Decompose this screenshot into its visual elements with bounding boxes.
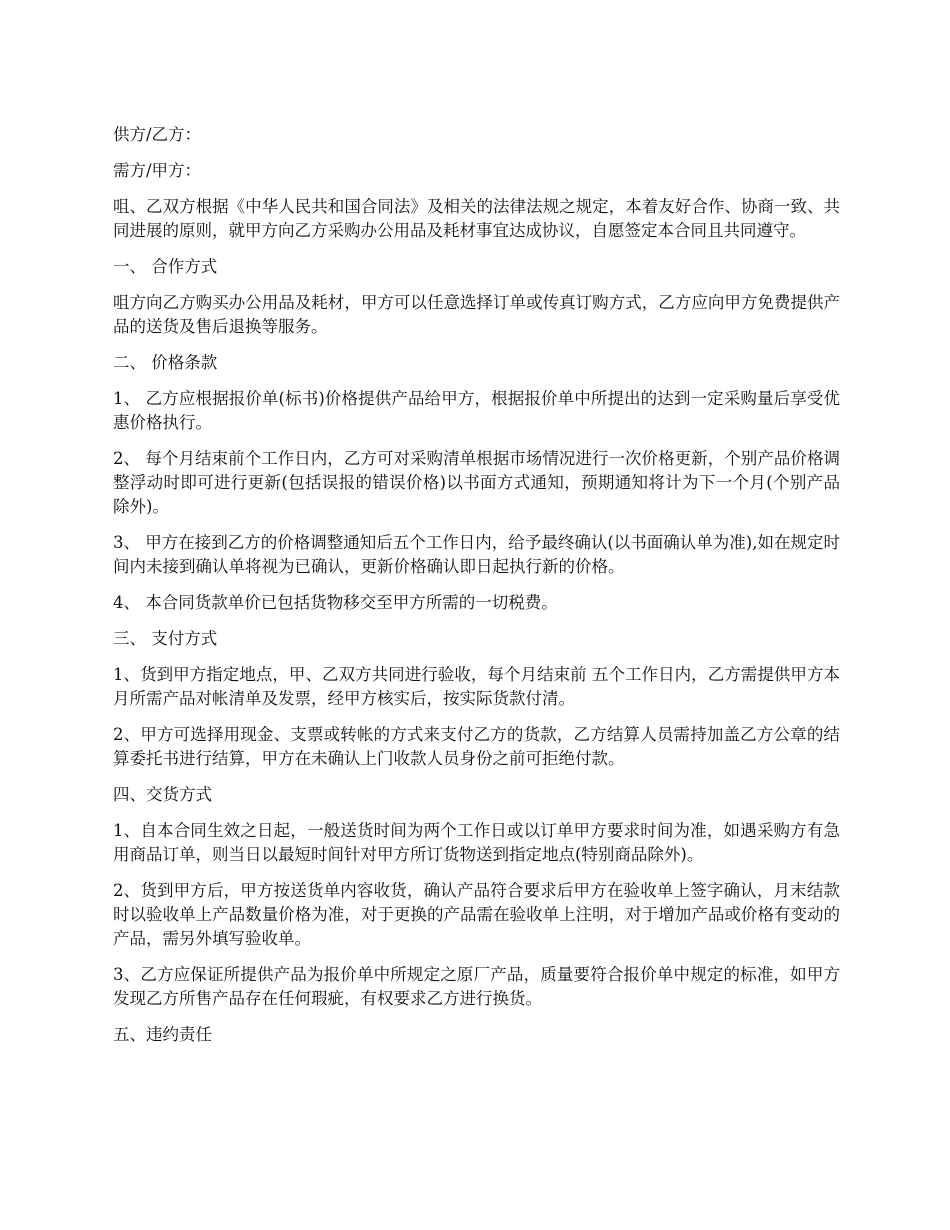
contract-document <box>113 123 840 1059</box>
buyer-party-line: 需方/甲方： <box>113 161 202 180</box>
delivery-clause-2: 2、货到甲方后，甲方按送货单内容收货，确认产品符合要求后甲方在验收单上签字确认，月末结款时以验收单上产品数量价格为准，对于更换的产品需在验收单上注明，对于增加产品或价格有变动的产品，需另外填写验收单。 <box>113 881 840 948</box>
delivery-clause-1: 1、自本合同生效之日起，一般送货时间为两个工作日或以订单甲方要求时间为准，如遇采购方有急用商品订单，则当日以最短时间针对甲方所订货物送到指定地点(特别商品除外)。 <box>113 821 840 864</box>
section-heading-cooperation: 一、 合作方式 <box>113 257 218 276</box>
supplier-party-line: 供方/乙方： <box>113 125 202 144</box>
contract-preamble: 咀、乙双方根据《中华人民共和国合同法》及相关的法律法规之规定，本着友好合作、协商一致、共同进展的原则，就甲方向乙方采购办公用品及耗材事宜达成协议，自愿签定本合同且共同遵守。 <box>113 197 840 240</box>
section-heading-price: 二、 价格条款 <box>113 353 218 372</box>
payment-clause-2: 2、甲方可选择用现金、支票或转帐的方式来支付乙方的货款，乙方结算人员需持加盖乙方公章的结算委托书进行结算，甲方在未确认上门收款人员身份之前可拒绝付款。 <box>113 725 840 768</box>
section-heading-payment: 三、 支付方式 <box>113 629 218 648</box>
section-heading-liability: 五、违约责任 <box>113 1025 212 1044</box>
payment-clause-1: 1、货到甲方指定地点，甲、乙双方共同进行验收，每个月结束前 五个工作日内，乙方需提供甲方本月所需产品对帐清单及发票，经甲方核实后，按实际货款付清。 <box>113 665 840 708</box>
price-clause-4: 4、 本合同货款单价已包括货物移交至甲方所需的一切税费。 <box>113 593 558 612</box>
cooperation-clause: 咀方向乙方购买办公用品及耗材，甲方可以任意选择订单或传真订购方式，乙方应向甲方免费提供产品的送货及售后退换等服务。 <box>113 293 840 336</box>
section-heading-delivery: 四、交货方式 <box>113 785 212 804</box>
price-clause-3: 3、 甲方在接到乙方的价格调整通知后五个工作日内，给予最终确认(以书面确认单为准),如在规定时间内未接到确认单将视为已确认，更新价格确认即日起执行新的价格。 <box>113 533 840 576</box>
price-clause-1: 1、 乙方应根据报价单(标书)价格提供产品给甲方，根据报价单中所提出的达到一定采购量后享受优惠价格执行。 <box>113 389 840 432</box>
delivery-clause-3: 3、乙方应保证所提供产品为报价单中所规定之原厂产品，质量要符合报价单中规定的标准，如甲方发现乙方所售产品存在任何瑕疵，有权要求乙方进行换货。 <box>113 965 840 1008</box>
price-clause-2: 2、 每个月结束前个工作日内，乙方可对采购清单根据市场情况进行一次价格更新，个别产品价格调整浮动时即可进行更新(包括误报的错误价格)以书面方式通知，预期通知将计为下一个月(个别产品除外)。 <box>113 449 840 516</box>
